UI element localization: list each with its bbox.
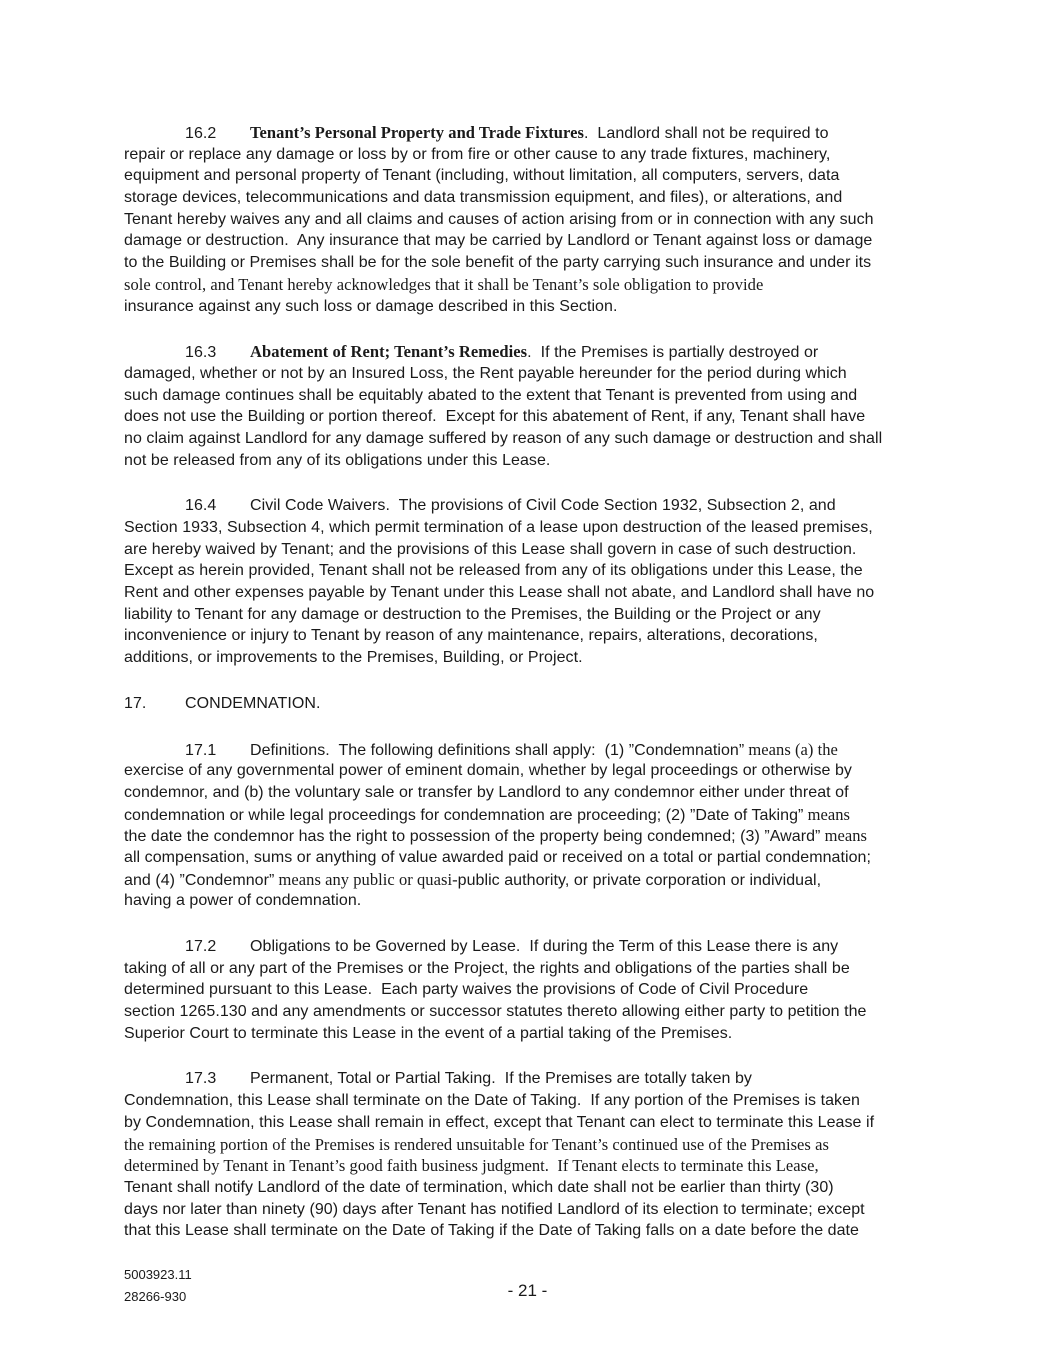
text-run: Tenant hereby waives any and all claims and causes of action arising from or in connection with any such (124, 210, 874, 228)
text-run: Superior Court to terminate this Lease in the event of a partial taking of the Premises. (124, 1024, 733, 1042)
text-line (124, 187, 942, 209)
text-run: means (a) the (744, 739, 838, 759)
section-number: 17.3 (185, 1070, 217, 1088)
text-line (124, 1155, 942, 1177)
text-line (124, 869, 942, 891)
text-line (124, 760, 942, 782)
text-run: Rent and other expenses payable by Tenant under this Lease shall not abate, and Landlord shall have no (124, 584, 875, 602)
text-line (124, 122, 942, 144)
text-line (124, 450, 942, 472)
section-17-2 (124, 936, 942, 1044)
text-line (124, 1068, 942, 1090)
text-run: repair or replace any damage or loss by or from fire or other cause to any trade fixtures, machinery, (124, 145, 831, 163)
section-17 (124, 693, 942, 715)
footer-matter-number: 28266-930 (124, 1289, 187, 1304)
text-run: sole control, and Tenant hereby acknowledges that it shall be Tenant’s sole obligation to provide (124, 274, 764, 294)
text-run: . If the Premises is partially destroyed or (527, 344, 819, 362)
text-line (124, 274, 942, 296)
text-line (124, 165, 942, 187)
text-line (124, 539, 942, 561)
section-17-1 (124, 739, 942, 913)
section-number: 17.1 (185, 741, 217, 759)
section-number: 17.2 (185, 938, 217, 955)
text-run: to the Building or Premises shall be for the sole benefit of the party carrying such insurance and under its (124, 254, 872, 272)
text-line (124, 1112, 942, 1134)
text-run: liability to Tenant for any damage or destruction to the Premises, the Building or the Project or any (124, 605, 821, 623)
text-line (124, 252, 942, 274)
text-line (124, 979, 942, 1001)
text-run: no claim against Landlord for any damage suffered by reason of any such damage or destruction and shall (124, 429, 883, 447)
text-run: not be released from any of its obligations under this Lease. (124, 451, 551, 469)
text-line (124, 582, 942, 604)
text-line (124, 1199, 942, 1221)
text-line (124, 230, 942, 252)
text-run: all compensation, sums or anything of value awarded paid or received on a total or partial condemnation; (124, 848, 871, 866)
section-title: Abatement of Rent; Tenant’s Remedies (250, 342, 528, 362)
text-line (124, 693, 942, 715)
text-line (124, 625, 942, 647)
section-17-3 (124, 1068, 942, 1242)
text-run: Section 1933, Subsection 4, which permit termination of a lease upon destruction of the leased premises, (124, 519, 873, 536)
text-line (124, 209, 942, 231)
section-16-2 (124, 122, 942, 317)
text-run: section 1265.130 and any amendments or successor statutes thereto allowing either party to petition the (124, 1003, 867, 1021)
text-run: Except as herein provided, Tenant shall not be released from any of its obligations under this Lease, the (124, 562, 863, 580)
text-run: does not use the Building or portion thereof. Except for this abatement of Rent, if any, Tenant shall have (124, 408, 866, 426)
section-title: Definitions. (250, 741, 330, 759)
text-line (124, 406, 942, 428)
text-line (124, 739, 942, 761)
text-line (124, 1177, 942, 1199)
page-number: - 21 - (507, 1281, 548, 1300)
text-run: . Landlord shall not be required to (583, 125, 829, 142)
text-line (124, 647, 942, 669)
text-run: If the Premises are totally taken by (495, 1070, 752, 1088)
text-line (124, 363, 942, 385)
text-run: The provisions of Civil Code Section 1932, Subsection 2, and (389, 497, 836, 515)
text-line (124, 341, 942, 363)
section-title: Tenant’s Personal Property and Trade Fixtures (250, 123, 584, 142)
section-title: Permanent, Total or Partial Taking. (250, 1070, 496, 1088)
text-run: storage devices, telecommunications and data transmission equipment, and files), or alterations, and (124, 189, 843, 207)
section-number: 17. (124, 694, 147, 712)
section-title: Civil Code Waivers. (250, 497, 390, 515)
text-run: means (820, 826, 867, 846)
text-line (124, 1134, 942, 1156)
text-run: damage or destruction. Any insurance that may be carried by Landlord or Tenant against loss or damage (124, 232, 873, 250)
text-run: insurance against any such loss or damage described in this Section. (124, 297, 618, 315)
text-run: equipment and personal property of Tenant (including, without limitation, all computers, servers, data (124, 167, 840, 185)
text-run: exercise of any governmental power of eminent domain, whether by legal proceedings or otherwise by (124, 762, 852, 780)
text-run: taking of all or any part of the Premises or the Project, the rights and obligations of the parties shall be (124, 959, 850, 977)
text-line (124, 296, 942, 318)
text-run: condemnation or while legal proceedings for condemnation are proceeding; (2) ”Date of Taking” (124, 806, 804, 824)
text-line (124, 560, 942, 582)
text-line (124, 1090, 942, 1112)
section-16-4 (124, 495, 942, 669)
text-run: and (4) ”Condemnor” (124, 871, 275, 889)
text-run: additions, or improvements to the Premises, Building, or Project. (124, 649, 583, 667)
text-line (124, 847, 942, 869)
text-run: having a power of condemnation. (124, 892, 362, 910)
text-run: the date the condemnor has the right to possession of the property being condemned; (3) ”Award” (124, 828, 821, 846)
text-line (124, 1220, 942, 1242)
text-run: The following definitions shall apply: (1) ”Condemnation” (329, 741, 745, 759)
text-run: public authority, or private corporation or individual, (457, 871, 822, 889)
text-line (124, 890, 942, 912)
section-title: CONDEMNATION. (185, 694, 321, 712)
text-line (124, 495, 942, 517)
text-run: that this Lease shall terminate on the Date of Taking if the Date of Taking falls on a date before the date (124, 1222, 860, 1240)
section-title: Obligations to be Governed by Lease. (250, 938, 521, 955)
lease-body (124, 122, 942, 1266)
text-run: means (803, 804, 850, 824)
text-line (124, 517, 942, 539)
text-run: means any public or quasi- (274, 869, 458, 889)
text-run: determined pursuant to this Lease. Each party waives the provisions of Code of Civil Procedure (124, 981, 809, 999)
section-number: 16.4 (185, 497, 217, 515)
text-line (124, 385, 942, 407)
text-line (124, 1001, 942, 1023)
text-line (124, 782, 942, 804)
text-run: determined by Tenant in Tenant’s good faith business judgment. If Tenant elects to terminate this Lease, (124, 1156, 819, 1176)
text-line (124, 936, 942, 958)
text-line (124, 1023, 942, 1045)
text-run: Condemnation, this Lease shall terminate on the Date of Taking. If any portion of the Premises is taken (124, 1092, 860, 1110)
section-number: 16.2 (185, 125, 217, 142)
text-run: are hereby waived by Tenant; and the provisions of this Lease shall govern in case of such destruction. (124, 540, 857, 558)
text-line (124, 825, 942, 847)
text-run: by Condemnation, this Lease shall remain in effect, except that Tenant can elect to terminate this Lease if (124, 1113, 875, 1131)
text-line (124, 428, 942, 450)
text-run: Tenant shall notify Landlord of the date of termination, which date shall not be earlier than thirty (30) (124, 1178, 834, 1196)
text-run: days nor later than ninety (90) days after Tenant has notified Landlord of its election to terminate; except (124, 1200, 865, 1218)
text-run: inconvenience or injury to Tenant by reason of any maintenance, repairs, alterations, decorations, (124, 627, 818, 645)
text-run: condemnor, and (b) the voluntary sale or transfer by Landlord to any condemnor either under threat of (124, 783, 849, 801)
text-line (124, 604, 942, 626)
text-run: the remaining portion of the Premises is rendered unsuitable for Tenant’s continued use of the Premises as (124, 1134, 829, 1154)
section-number: 16.3 (185, 344, 217, 362)
text-line (124, 804, 942, 826)
text-line (124, 958, 942, 980)
section-16-3 (124, 341, 942, 471)
text-run: such damage continues shall be equitably abated to the extent that Tenant is prevented from using and (124, 386, 858, 404)
footer-doc-number: 5003923.11 (124, 1267, 192, 1282)
text-run: If during the Term of this Lease there is any (520, 938, 839, 955)
text-line (124, 144, 942, 166)
text-run: damaged, whether or not by an Insured Loss, the Rent payable hereunder for the period during which (124, 364, 847, 382)
